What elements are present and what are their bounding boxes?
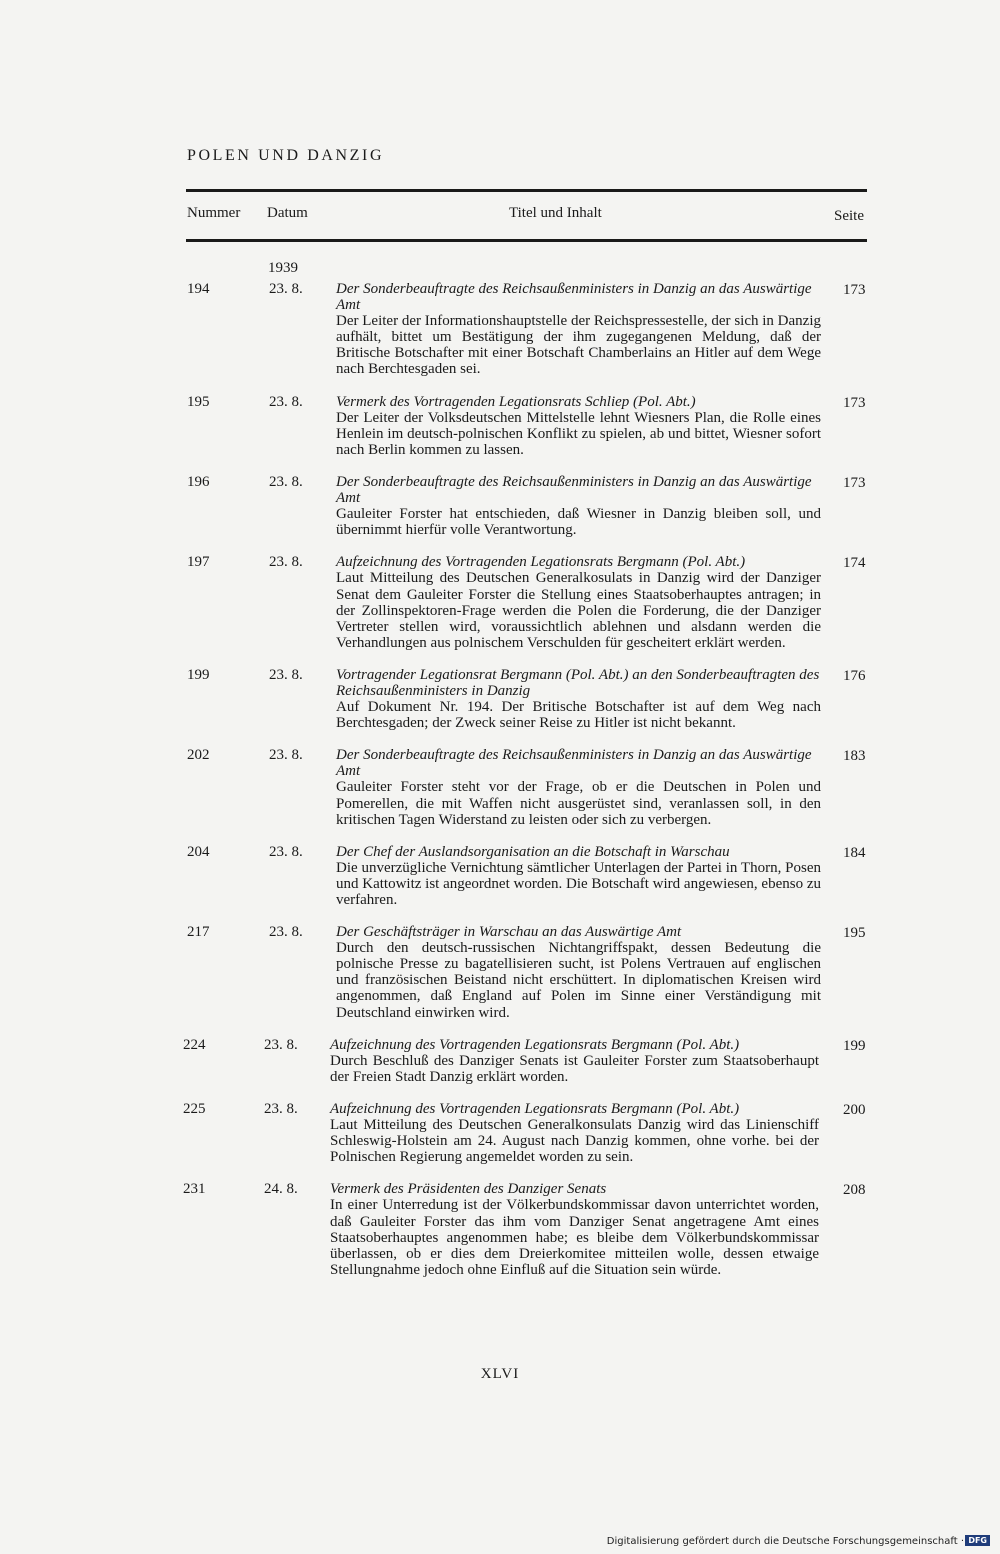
entry-date: 23. 8. [269,843,303,860]
entry-date: 23. 8. [269,281,303,297]
entry-page: 173 [843,282,866,298]
entry-date: 23. 8. [264,1036,298,1053]
entry-body [330,1101,819,1165]
entry-body [336,747,821,827]
credit-text: Digitalisierung gefördert durch die Deutsche Forschungsgemeinschaft · [606,1536,964,1547]
entry-body [336,554,821,651]
entry-date: 23. 8. [269,473,303,490]
entry-number: 225 [183,1100,206,1117]
entry-number: 202 [187,747,210,764]
entry-summary: Die unverzügliche Vernichtung sämtlicher Unterlagen der Partei in Thorn, Posen und Kattowitz ist angeordnet worden. Die Botschaft wird angewiesen, ebenso zu verfahren. [336,859,821,908]
column-header-number: Nummer [187,205,241,221]
document-entry [0,1037,1000,1085]
entry-title: Vermerk des Vortragenden Legationsrats Schliep (Pol. Abt.) [336,393,696,410]
entry-body [336,281,821,378]
entry-summary: Gauleiter Forster steht vor der Frage, ob er die Deutschen in Polen und Pomerellen, die mit Waffen nicht ausgerüstet sind, veranlassen soll, in den kritischen Tagen Widerstand zu leisten oder sich zu verbergen. [336,779,821,828]
document-entry [0,924,1000,1021]
entry-page: 173 [843,394,866,411]
entry-date: 23. 8. [264,1100,298,1117]
entry-page: 176 [843,667,866,684]
entry-date: 23. 8. [269,747,303,764]
entry-number: 196 [187,473,210,490]
entry-summary: Durch den deutsch-russischen Nichtangriffspakt, dessen Bedeutung die polnische Presse zu bagatellisieren sucht, ist Polens Vertrauen auf englischen und französischen Beistand nicht erschüttert. In diplomatischen Kreisen wird angenommen, daß England auf Polen im Sinne einer Verständigung mit Deutschland einwirken wird. [336,940,821,1021]
entry-date: 23. 8. [269,666,303,683]
entry-page: 184 [843,844,866,861]
section-title: POLEN UND DANZIG [187,147,385,164]
entry-title: Der Sonderbeauftragte des Reichsaußenministers in Danzig an das Auswärtige Amt [336,473,812,507]
entry-page: 208 [843,1182,866,1199]
document-entry [0,554,1000,651]
column-header-title: Titel und Inhalt [509,205,602,221]
entry-body [336,394,821,458]
entry-page: 200 [843,1101,866,1118]
entry-page: 183 [843,748,866,765]
entry-body [336,924,821,1021]
entry-body [336,667,821,731]
document-entry [0,1181,1000,1278]
entry-number: 195 [187,393,210,410]
header-rule-bottom [186,239,867,242]
entry-summary: Laut Mitteilung des Deutschen Generalkonsulats Danzig wird das Linienschiff Schleswig-Holstein am 24. August nach Danzig kommen, ohne vorhe. bei der Polnischen Regierung angemeldet worden zu sein. [330,1117,819,1166]
entry-summary: Der Leiter der Informationshauptstelle der Reichspressestelle, der sich in Danzig aufhält, bittet um Bestätigung der ihm zugegangenen Meldung, daß der Britische Botschafter mit einer Botschaft Chamberlains an Hitler auf dem Wege nach Berchtesgaden sei. [336,313,821,378]
entry-number: 231 [183,1181,206,1198]
entry-number: 199 [187,666,210,683]
page-number: XLVI [480,1366,520,1382]
entry-title: Der Sonderbeauftragte des Reichsaußenministers in Danzig an das Auswärtige Amt [336,281,812,314]
entry-summary: Laut Mitteilung des Deutschen Generalkosulats in Danzig wird der Danziger Senat dem Gauleiter Forster die Stellung eines Staatsoberhauptes antragen; in der Zollinspektoren-Frage werden die Polen die Forderung, die der Danziger Vertreter stellen wird, voraussichtlich ablehnen und alsdann werden die Verhandlungen aus polnischem Verschulden für gescheitert erklärt werden. [336,570,821,651]
document-entry [0,1101,1000,1165]
column-header-date: Datum [267,205,308,221]
document-entry [0,281,1000,378]
entry-number: 204 [187,843,210,860]
entry-title: Vortragender Legationsrat Bergmann (Pol. Abt.) an den Sonderbeauftragten des Reichsaußenministers in Danzig [336,666,820,699]
document-entry [0,474,1000,538]
entry-list [0,281,1000,1294]
entry-body [330,1181,819,1278]
entry-date: 23. 8. [269,554,303,571]
entry-page: 195 [843,925,866,942]
entry-body [336,844,821,908]
entry-body [336,474,821,538]
year-label: 1939 [268,260,298,276]
entry-date: 23. 8. [269,924,303,941]
entry-number: 224 [183,1036,206,1053]
entry-title: Der Chef der Auslandsorganisation an die Botschaft in Warschau [336,843,730,860]
entry-title: Vermerk des Präsidenten des Danziger Senats [330,1181,607,1198]
document-entry [0,394,1000,458]
entry-title: Der Sonderbeauftragte des Reichsaußenministers in Danzig an das Auswärtige Amt [336,747,812,780]
entry-number: 197 [187,554,210,571]
document-entry [0,747,1000,827]
entry-page: 199 [843,1037,866,1054]
entry-title: Der Geschäftsträger in Warschau an das Auswärtige Amt [336,924,682,941]
entry-body [330,1037,819,1085]
entry-page: 173 [843,474,866,491]
entry-number: 194 [187,281,210,297]
entry-summary: Durch Beschluß des Danziger Senats ist Gauleiter Forster zum Staatsoberhaupt der Freien Stadt Danzig erklärt worden. [330,1052,819,1085]
document-entry [0,844,1000,908]
entry-summary: Der Leiter der Volksdeutschen Mittelstelle lehnt Wiesners Plan, die Rolle eines Henlein im deutsch-polnischen Konflikt zu spielen, ab und bittet, Wiesner sofort nach Berlin kommen zu lassen. [336,409,821,458]
entry-title: Aufzeichnung des Vortragenden Legationsrats Bergmann (Pol. Abt.) [336,554,746,571]
entry-page: 174 [843,555,866,572]
entry-number: 217 [187,924,210,941]
entry-title: Aufzeichnung des Vortragenden Legationsrats Bergmann (Pol. Abt.) [330,1036,740,1053]
dfg-logo: DFG [965,1535,990,1546]
entry-title: Aufzeichnung des Vortragenden Legationsrats Bergmann (Pol. Abt.) [330,1100,740,1117]
entry-summary: Gauleiter Forster hat entschieden, daß Wiesner in Danzig bleiben soll, und übernimmt hierfür volle Verantwortung. [336,506,821,539]
entry-summary: Auf Dokument Nr. 194. Der Britische Botschafter ist auf dem Weg nach Berchtesgaden; der Zweck seiner Reise zu Hitler ist nicht bekannt. [336,699,821,732]
entry-summary: In einer Unterredung ist der Völkerbundskommissar davon unterrichtet worden, daß Gauleiter Forster das ihm vom Danziger Senat angetragene Amt eines Staatsoberhauptes angenommen habe; es bleibe dem Völkerbundskommissar überlassen, ob er dies dem Dreierkomitee mitteilen wolle, dessen etwaige Stellungnahme jedoch ohne Einfluß auf die Situation sein würde. [330,1197,819,1278]
header-rule-top [186,189,867,192]
entry-date: 24. 8. [264,1181,298,1198]
column-header-page: Seite [834,208,864,224]
entry-date: 23. 8. [269,393,303,410]
document-entry [0,667,1000,731]
